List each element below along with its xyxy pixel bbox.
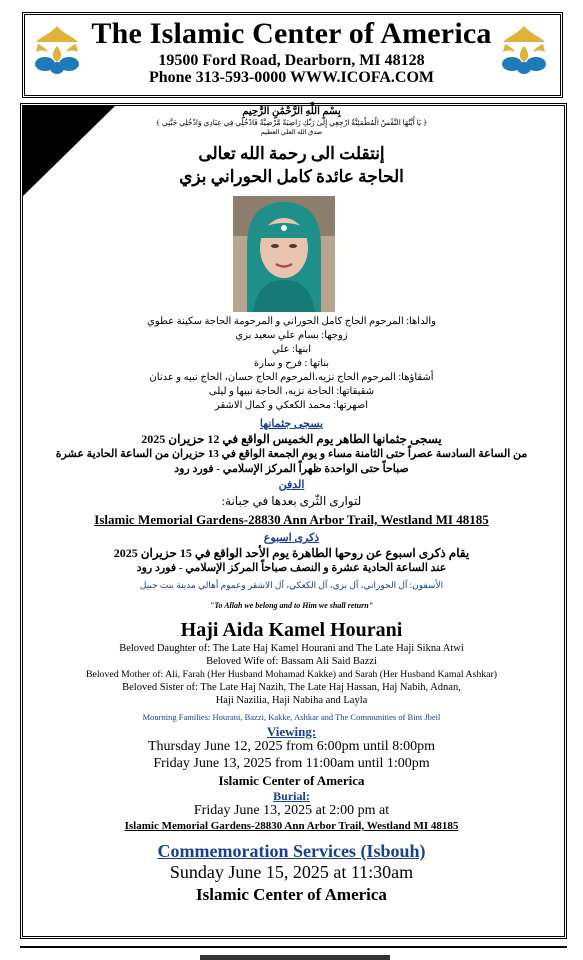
arabic-sisters: شقيقاتها: الحاجة نزيه، الحاجة نبيها و ليلى (208, 386, 375, 397)
deceased-photo (233, 196, 335, 312)
deceased-name: Haji Aida Kamel Hourani (180, 619, 403, 641)
arabic-son: ابنها: علي (271, 344, 312, 355)
commemoration-place: Islamic Center of America (196, 885, 387, 904)
quran-verse: ﴿ يَا أَيَّتُهَا النَّفْسُ الْمُطْمَئِنَّةُ ارْجِعِي إِلَىٰ رَبِّكِ رَاضِيَةً مَّرْضِيَّةً فَادْخُلِي فِي عِبَادِي وَادْخُلِي جَنَّتِي ﴾ (155, 118, 428, 127)
cemetery-address: Islamic Memorial Gardens-28830 Ann Arbor Trail, Westland MI 48185 (94, 512, 489, 527)
arabic-commemoration-heading: ذكرى اسبوع (263, 532, 320, 544)
burial-heading: Burial: (273, 789, 310, 803)
verse-reference: صدق الله العلي العظيم (260, 129, 323, 136)
center-title: The Islamic Center of America (91, 17, 492, 50)
arabic-viewing-line-1: يسجى جثمانها الطاهر يوم الخميس الواقع في 12 حزيران 2025 (141, 432, 442, 446)
arabic-heading-passed: إنتقلت الى رحمة الله تعالى (198, 144, 385, 163)
arabic-viewing-heading: يسجى جثمانها (259, 418, 324, 430)
cropped-footer-edge (20, 946, 567, 960)
quote-line: "To Allah we belong and to Him we shall return" (209, 601, 374, 610)
arabic-viewing-line-3: صباحاً حتى الواحدة ظهراً المركز الإسلامي - فورد رود (174, 463, 409, 475)
arabic-in-laws: اصهرتها: محمد الكعكي و كمال الاشقر (214, 400, 369, 411)
viewing-line-1: Thursday June 12, 2025 from 6:00pm until 8:00pm (148, 739, 435, 754)
arabic-viewing-line-2: من الساعة السادسة عصراً حتى الثامنة مساء و يوم الجمعة الواقع في 13 حزيران من الساعة الحادية عشرة (55, 448, 528, 460)
arabic-parents: والداها: المرحوم الحاج كامل الحوراني و المرحومة الحاجة سكينة عطوي (147, 316, 436, 327)
commemoration-heading: Commemoration Services (Isbouh) (157, 841, 426, 861)
beloved-sister-of: Beloved Sister of: The Late Haj Nazih, The Late Haj Hassan, Haj Nabih, Adnan, (122, 682, 461, 693)
beloved-wife-of: Beloved Wife of: Bassam Ali Said Bazzi (206, 656, 377, 667)
arabic-commemoration-line-2: عند الساعة الحادية عشرة و النصف صباحاً المركز الإسلامي - فورد رود (136, 562, 447, 574)
commemoration-line: Sunday June 15, 2025 at 11:30am (169, 862, 414, 882)
arabic-daughters: بناتها : فرح و سارة (253, 358, 330, 369)
burial-line: Friday June 13, 2025 at 2:00 pm at (193, 803, 390, 818)
burial-place: Islamic Memorial Gardens-28830 Ann Arbor Trail, Westland MI 48185 (124, 820, 459, 832)
arabic-burial-heading: الدفن (278, 479, 305, 491)
arabic-commemoration-line-1: يقام ذكرى اسبوع عن روحها الطاهرة يوم الأحد الواقع في 15 حزيران 2025 (113, 546, 470, 560)
viewing-line-2: Friday June 13, 2025 from 11:00am until 1:00pm (153, 756, 430, 771)
beloved-sister-of-cont: Haji Nazilia, Haji Nabiha and Layla (215, 695, 368, 706)
center-phone-website: Phone 313-593-0000 WWW.ICOFA.COM (148, 69, 435, 86)
mourning-families: Mourning Families: Hourani, Bazzi, Kakke, Ashkar and The Communities of Bint Jbeil (142, 712, 441, 722)
beloved-mother-of: Beloved Mother of: Ali, Farah (Her Husband Mohamad Kakke) and Sarah (Her Husband Kamal Ashkar) (85, 669, 498, 680)
arabic-husband: زوجها: بسام علي سعيد بزي (235, 330, 348, 341)
arabic-brothers: أشقاؤها: المرحوم الحاج نزيه،المرحوم الحاج حسان، الحاج نبيه و عدنان (149, 372, 434, 383)
viewing-place: Islamic Center of America (218, 773, 365, 788)
viewing-heading: Viewing: (266, 724, 317, 739)
center-address: 19500 Ford Road, Dearborn, MI 48128 (158, 52, 425, 69)
basmala: بِسْمِ اللَّهِ الرَّحْمَٰنِ الرَّحِيمِ (242, 106, 341, 117)
arabic-heading-name: الحاجة عائدة كامل الحوراني بزي (179, 167, 404, 186)
beloved-daughter-of: Beloved Daughter of: The Late Haj Kamel Hourani and The Late Haji Sikna Atwi (119, 643, 464, 654)
arabic-burial-line: لتوارى الثّرى بعدها في جبانة: (221, 494, 362, 508)
arabic-mourners: الأسفون: آل الحوراني، آل بزي، آل الكعكي، آل الاشقر وعموم أهالي مدينة بنت جبيل (139, 580, 444, 590)
